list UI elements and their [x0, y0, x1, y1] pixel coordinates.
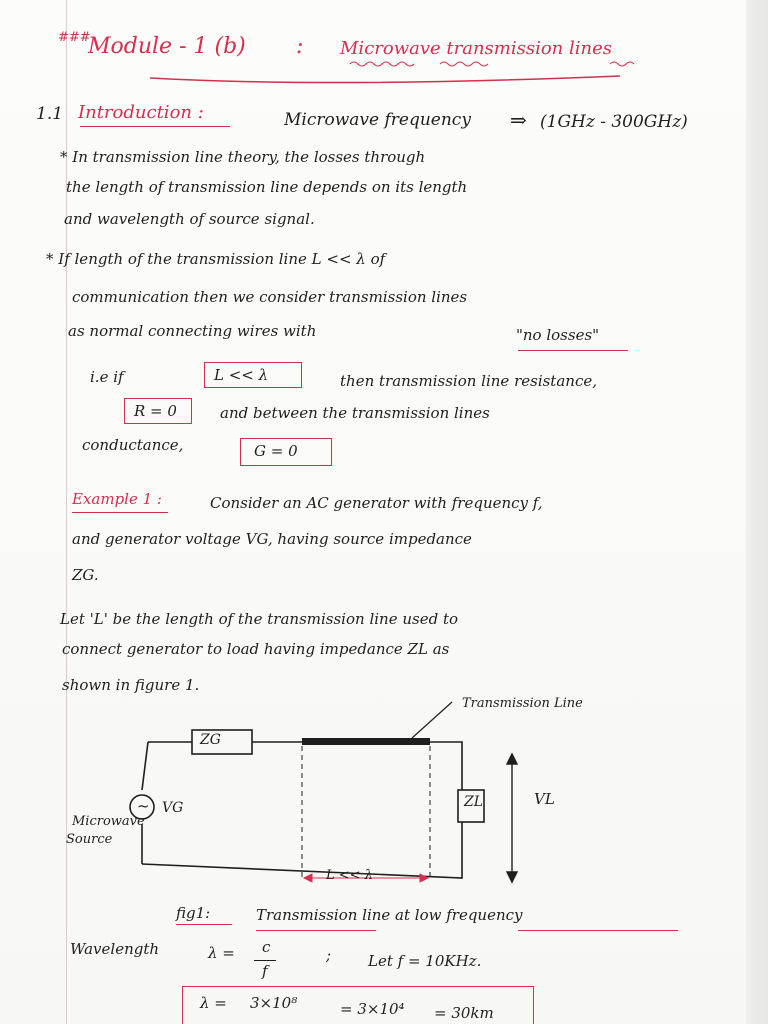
para3-line2: connect generator to load having impedance ZL as: [62, 640, 450, 658]
zl-label: ZL: [464, 794, 484, 810]
vl-label: VL: [534, 790, 555, 808]
no-losses: "no losses": [516, 326, 600, 344]
caption-label-underline: [176, 924, 232, 925]
caption-underline-2: [518, 930, 678, 931]
semicolon: ;: [326, 946, 332, 964]
calc-num: 3×10⁸: [250, 994, 298, 1012]
example-line3: ZG.: [72, 566, 99, 584]
no-losses-underline: [518, 350, 628, 351]
source-label-line2: Source: [66, 832, 113, 847]
condition-g: G = 0: [254, 442, 298, 460]
page-fold: [746, 0, 768, 1024]
transmission-line-figure: [60, 690, 740, 900]
freq-range: (1GHz - 300GHz): [540, 112, 688, 132]
para3-line3: shown in figure 1.: [62, 676, 200, 694]
para2-line1: * If length of the transmission line L << λ of: [46, 250, 386, 268]
vg-label: VG: [162, 800, 184, 816]
source-label-line1: Microwave: [72, 814, 145, 829]
para2-line4-start: i.e if: [90, 368, 124, 386]
figure-caption: Transmission line at low frequency: [256, 906, 523, 924]
header-colon: :: [296, 34, 304, 59]
freq-label: Microwave frequency: [284, 110, 471, 130]
section-title-underline: [80, 126, 230, 127]
header-hash: ###: [58, 30, 91, 45]
para2-line6: conductance,: [82, 436, 184, 454]
para1-line2: the length of transmission line depends on its length: [66, 178, 468, 196]
tl-label: Transmission Line: [462, 696, 583, 711]
zg-label: ZG: [200, 732, 221, 748]
para2-line3: as normal connecting wires with: [68, 322, 317, 340]
para2-line2: communication then we consider transmission lines: [72, 288, 468, 306]
example-line2: and generator voltage VG, having source impedance: [72, 530, 472, 548]
section-number: 1.1: [36, 104, 64, 124]
calc-result: = 30km: [434, 1004, 494, 1022]
callout-line: [412, 702, 452, 738]
source-symbol: ~: [137, 797, 150, 815]
condition-l-lambda: L << λ: [214, 366, 269, 384]
para1-line3: and wavelength of source signal.: [64, 210, 315, 228]
section-title: Introduction :: [78, 102, 204, 123]
calc-mid: = 3×10⁴: [340, 1000, 405, 1018]
header-underline: [150, 58, 670, 86]
frac-den: f: [262, 962, 268, 980]
figure-caption-label: fig1:: [176, 904, 211, 922]
example-label: Example 1 :: [72, 490, 162, 508]
condition-r: R = 0: [134, 402, 177, 420]
caption-underline-1: [256, 930, 376, 931]
dashed-guides: [302, 746, 430, 880]
module-topic: Microwave transmission lines: [340, 38, 612, 59]
lambda-eq: λ =: [208, 944, 235, 962]
transmission-line-bar: [302, 738, 430, 745]
freq-arrow: ⇒: [510, 108, 527, 132]
module-title: Module - 1 (b): [88, 34, 246, 59]
para2-line4-end: then transmission line resistance,: [340, 372, 597, 390]
example-line1: Consider an AC generator with frequency f,: [210, 494, 543, 512]
frac-bar: [254, 960, 276, 961]
calc-lambda: λ =: [200, 994, 227, 1012]
wavelength-label: Wavelength: [70, 940, 160, 958]
para3-line1: Let 'L' be the length of the transmission line used to: [60, 610, 459, 628]
para1-line1: * In transmission line theory, the losses through: [60, 148, 426, 166]
let-f: Let f = 10KHz.: [368, 952, 482, 970]
para2-line5: and between the transmission lines: [220, 404, 490, 422]
frac-num: c: [262, 938, 271, 956]
dimension-label: L << λ: [326, 868, 373, 883]
vl-arrow: [507, 754, 517, 882]
example-label-underline: [72, 512, 168, 513]
